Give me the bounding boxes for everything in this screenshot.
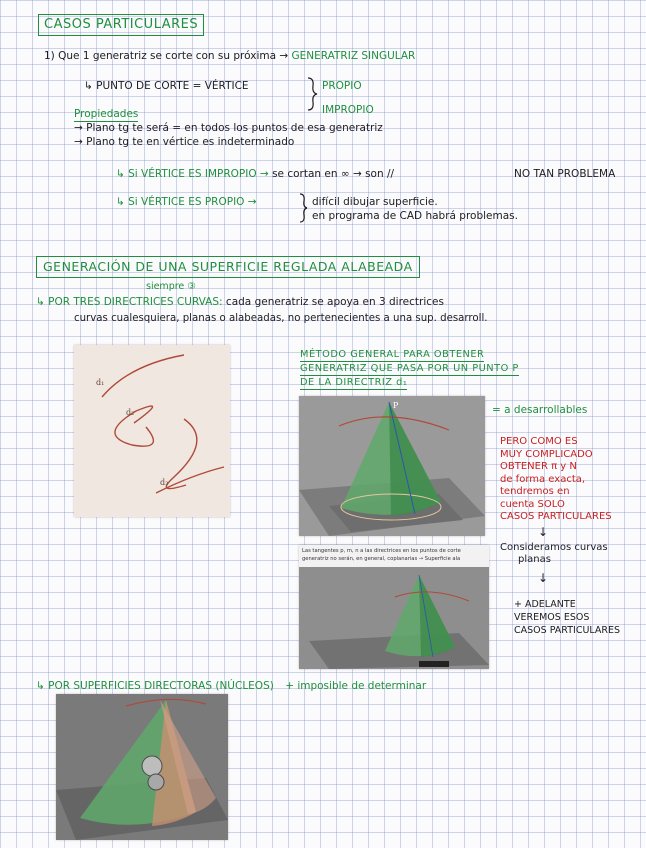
method-title-2: GENERATRIZ QUE PASA POR UN PUNTO P [300,363,519,374]
label-d3: d₃ [160,478,169,487]
line1-prefix: 1) Que 1 generatriz se corte con su próxima → [44,50,289,62]
consider-note [500,542,608,566]
tangents-photo [299,545,489,669]
directrices-label: ↳ POR TRES DIRECTRICES CURVAS: [36,296,223,308]
red-note-line: cuenta SOLO [500,498,565,510]
vertex-line: ↳ PUNTO DE CORTE = VÉRTICE [84,80,249,92]
label-p: P [393,401,399,410]
case2-text1: difícil dibujar superficie. [312,196,438,208]
section1-line1 [44,50,415,63]
red-note-line: CASOS PARTICULARES [500,511,612,522]
directrices-photo [74,345,230,517]
case2-label: ↳ Si VÉRTICE ES PROPIO → [116,196,257,208]
red-note-line: MUY COMPLICADO [500,448,593,460]
section1-title: CASOS PARTICULARES [38,14,204,36]
tangents-diagram [299,567,489,669]
nucleos-photo [56,694,228,840]
down-arrow-icon: ↓ [538,525,549,539]
red-note-line: OBTENER π y N [500,461,577,472]
brace-icon [306,76,318,112]
line1-result: GENERATRIZ SINGULAR [291,50,416,62]
red-note-line: de forma exacta, [500,473,586,485]
property-2: → Plano tg te en vértice es indeterminado [74,136,295,148]
label-d2: d₂ [126,408,135,417]
method-title-1: MÉTODO GENERAL PARA OBTENER [300,349,485,360]
superficies-text: + imposible de determinar [285,680,427,692]
superficies-label: ↳ POR SUPERFICIES DIRECTORAS (NÚCLEOS) [36,680,274,692]
propio-label: PROPIO [322,80,362,92]
adelante-note [514,598,620,637]
consider-line: planas [518,554,551,565]
directrices-text: cada generatriz se apoya en 3 directrices [225,296,444,308]
red-note [500,436,612,524]
red-note-line: tendremos en [500,486,570,497]
case2-text2: en programa de CAD habrá problemas. [312,210,518,222]
case1-label: ↳ Si VÉRTICE ES IMPROPIO → [116,168,269,180]
case1-note: NO TAN PROBLEMA [514,168,616,180]
cone-diagram [299,396,485,536]
red-note-line: PERO COMO ES [500,436,578,447]
nucleos-diagram [56,694,228,840]
case1-text: se cortan en ∞ → son // [272,168,395,180]
case-impropio [116,168,394,181]
desarrollables-note: = a desarrollables [492,404,588,416]
caption-line: Las tangentes p, m, n a las directrices en los puntos de corte [302,548,461,554]
down-arrow-icon: ↓ [538,571,549,585]
method-title-3: DE LA DIRECTRIZ d₁ [300,377,408,388]
impropio-label: IMPROPIO [322,104,374,116]
directrices-text-2: curvas cualesquiera, planas o alabeadas, no pertenecientes a una sup. desarroll. [74,313,488,324]
siempre-note: siempre ③ [146,281,196,292]
tangents-caption [299,545,489,567]
superficies-line [36,680,426,693]
directrices-line [36,296,444,309]
property-1: → Plano tg te será = en todos los puntos de esa generatriz [74,122,383,134]
label-d1: d₁ [96,378,105,387]
propiedades-heading: Propiedades [74,108,139,120]
brace-icon [298,192,308,224]
adelante-line: CASOS PARTICULARES [514,625,621,636]
consider-line: Consideramos curvas [500,542,608,553]
adelante-line: + ADELANTE [514,599,576,610]
section2-title: GENERACIÓN DE UNA SUPERFICIE REGLADA ALABEADA [36,256,420,278]
caption-line: generatriz no serán, en general, coplanarias → Superficie ala [302,556,461,562]
directrices-diagram [74,345,230,517]
cone-photo [299,396,485,536]
adelante-line: VEREMOS ESOS [514,612,590,623]
